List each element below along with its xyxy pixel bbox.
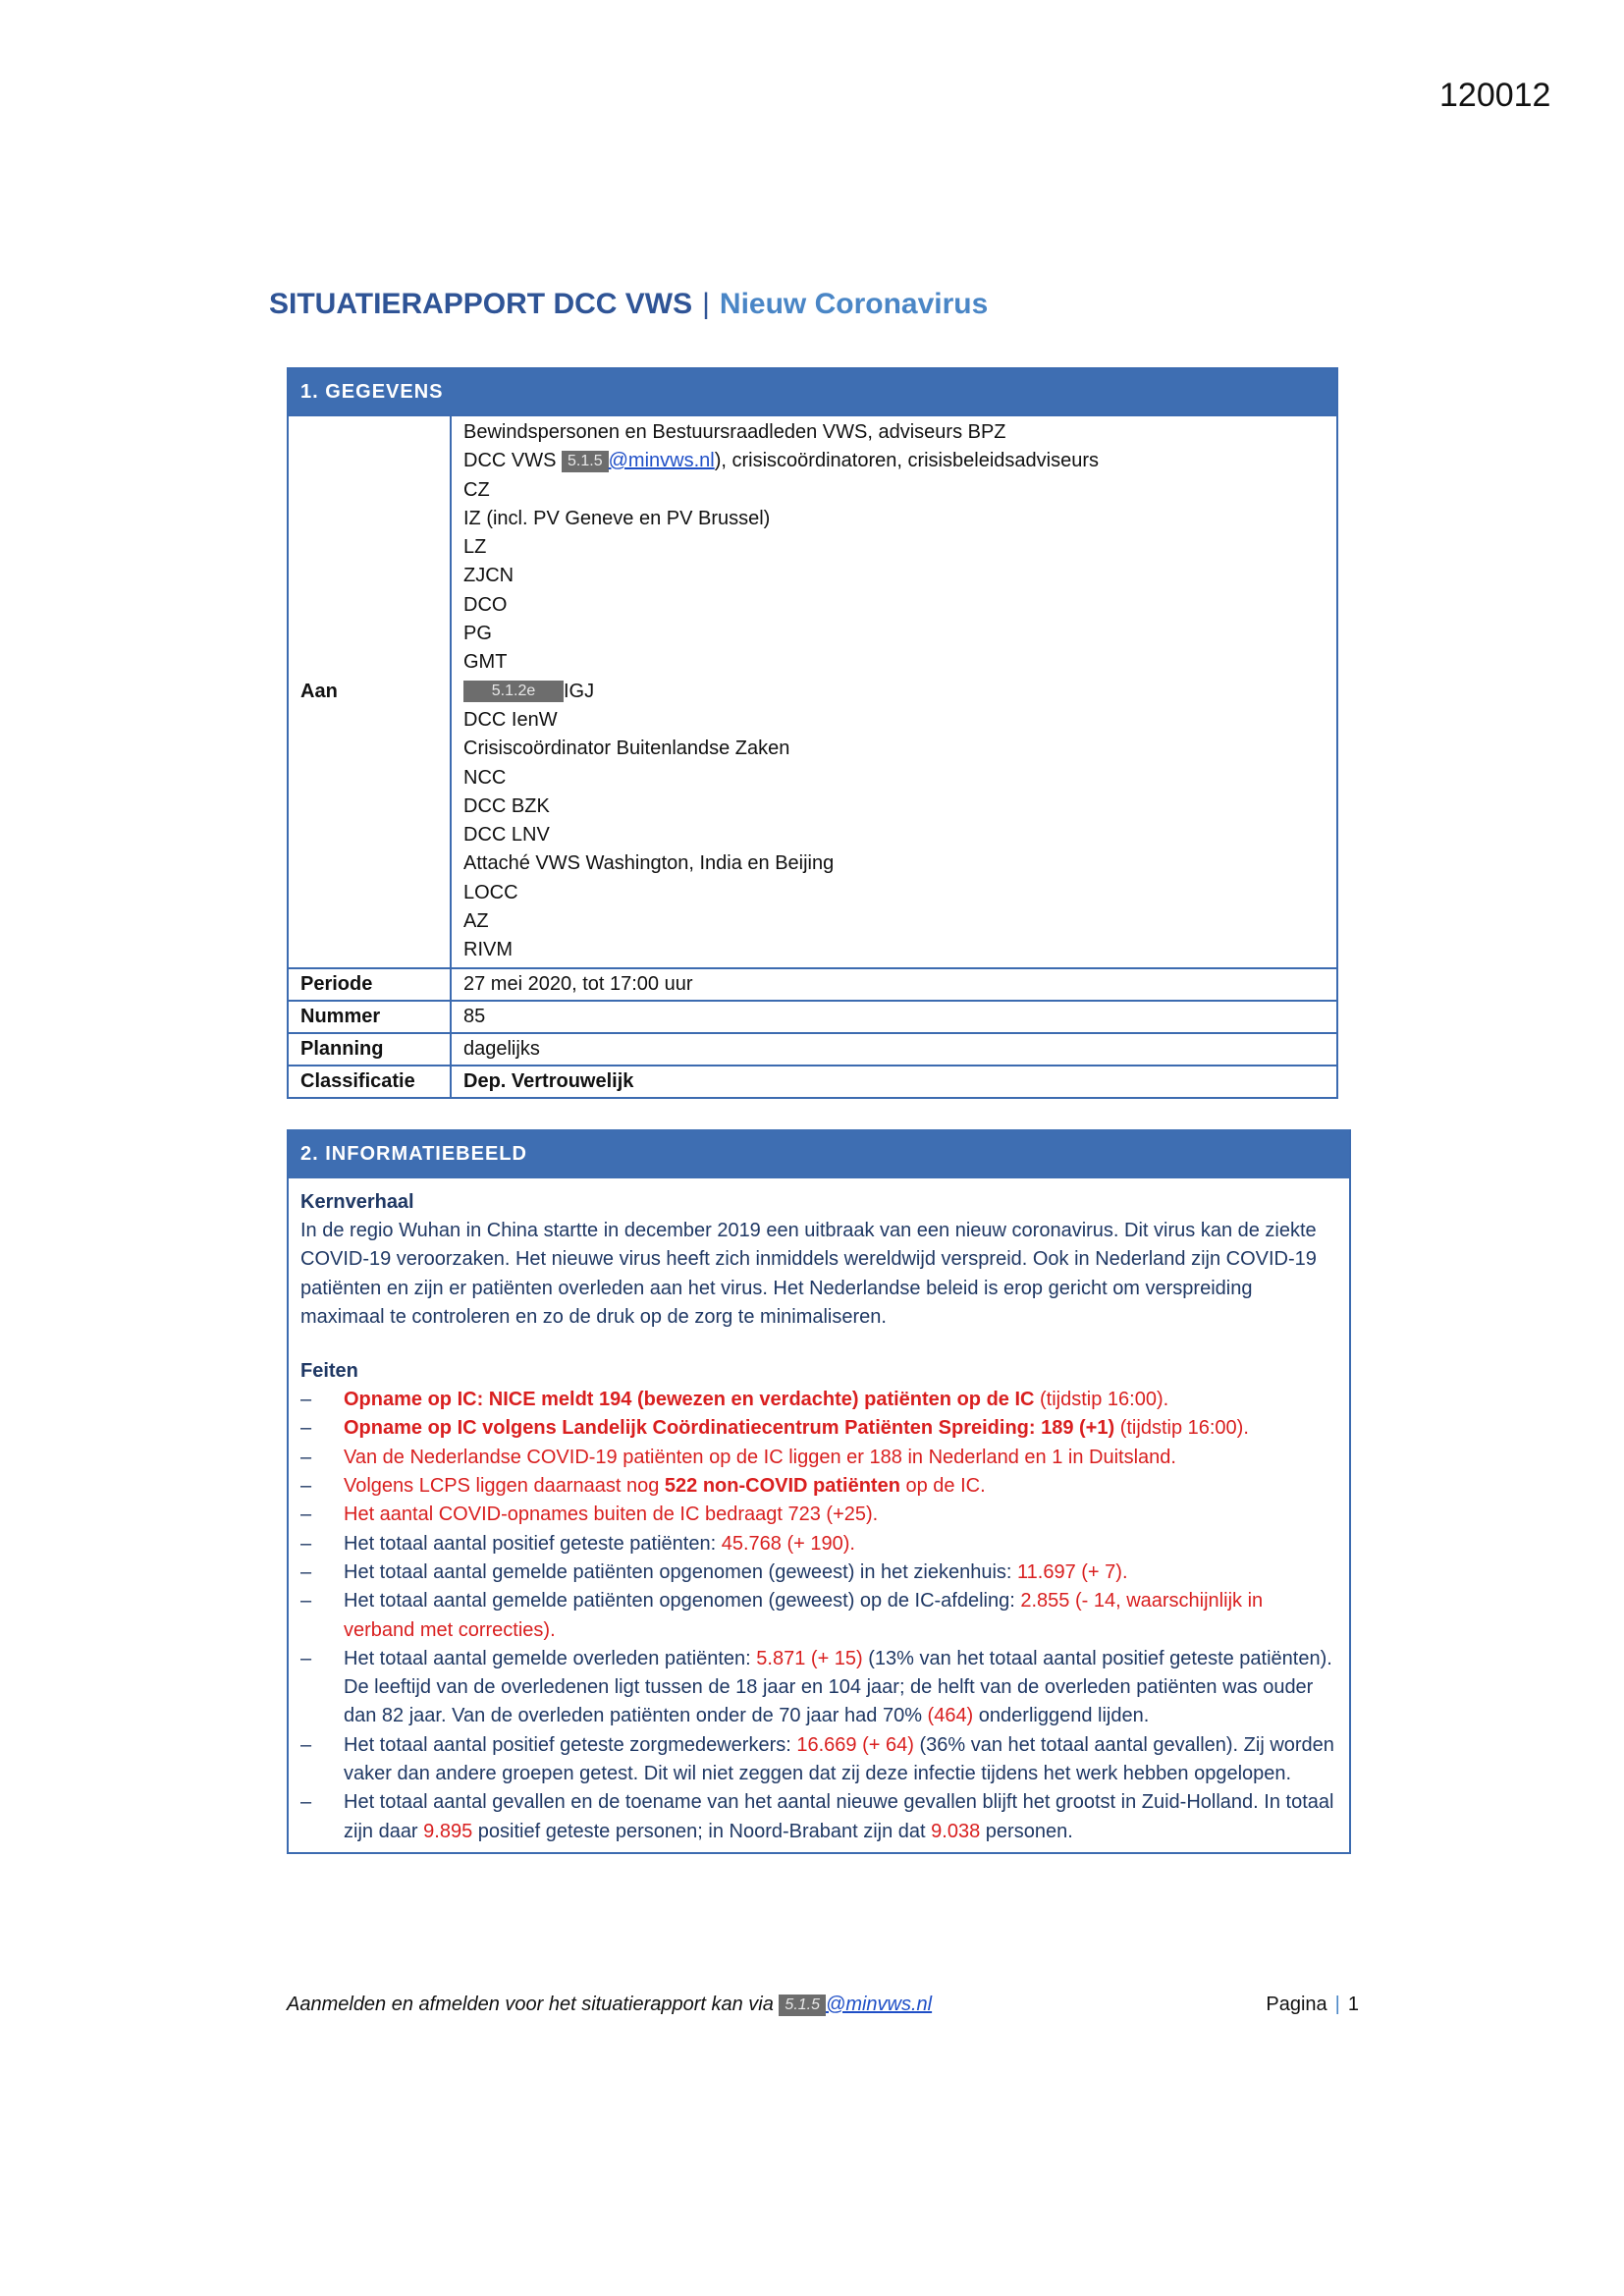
- dcc-prefix: DCC VWS: [463, 450, 557, 472]
- classificatie-value: Dep. Vertrouwelijk: [451, 1066, 1337, 1098]
- footer-email-link[interactable]: @minvws.nl: [826, 1994, 933, 2015]
- aan-item: GMT: [463, 651, 508, 674]
- fact-text: Opname op IC: NICE meldt 194 (bewezen en verdachte) patiënten op de IC: [344, 1389, 1035, 1411]
- aan-item: ZJCN: [463, 565, 514, 587]
- fact-item: [300, 1645, 1335, 1731]
- document-number: 120012: [1439, 77, 1551, 114]
- aan-item: IZ (incl. PV Geneve en PV Brussel): [463, 507, 771, 529]
- kernverhaal-heading: Kernverhaal: [300, 1191, 414, 1213]
- footer-note: [287, 1994, 932, 2016]
- fact-item: [300, 1472, 1335, 1501]
- fact-item: [300, 1788, 1335, 1846]
- page-number-value: 1: [1347, 1994, 1359, 2015]
- footer-note-text: Aanmelden en afmelden voor het situatierapport kan via: [287, 1994, 780, 2015]
- page-label: Pagina: [1266, 1994, 1327, 2015]
- fact-text: (tijdstip 16:00).: [1034, 1389, 1169, 1411]
- fact-text: Het totaal aantal gemelde overleden patiënten:: [344, 1647, 757, 1669]
- title-separator: |: [702, 288, 710, 320]
- fact-text: Het totaal aantal positief geteste patiënten:: [344, 1532, 722, 1555]
- dash-bullet: –: [300, 1791, 312, 1814]
- section2-heading: 2. INFORMATIEBEELD: [289, 1129, 1349, 1178]
- dash-bullet: –: [300, 1417, 312, 1440]
- dash-bullet: –: [300, 1733, 312, 1756]
- fact-value: (464): [927, 1705, 974, 1727]
- informatiebeeld-section: [287, 1129, 1351, 1854]
- aan-item: LOCC: [463, 881, 518, 903]
- redaction-box: 5.1.5: [562, 451, 609, 472]
- fact-item: [300, 1530, 1335, 1558]
- aan-item: Attaché VWS Washington, India en Beijing: [463, 852, 835, 875]
- fact-text: onderliggend lijden.: [973, 1705, 1150, 1727]
- page-separator: |: [1334, 1994, 1340, 2015]
- fact-value: 16.669 (+ 64): [796, 1733, 914, 1756]
- aan-item-igj: [463, 678, 1325, 706]
- fact-text: (36% van het totaal aantal gevallen). Zij worden vaker dan andere groepen getest. Dit wil niet zeggen dat zij deze infectie tijdens het werk hebben opgelopen.: [344, 1733, 1334, 1785]
- aan-item: Crisiscoördinator Buitenlandse Zaken: [463, 738, 790, 760]
- fact-text: personen.: [980, 1820, 1073, 1842]
- fact-text: Het totaal aantal gevallen en de toename van het aantal nieuwe gevallen blijft het grootst in Zuid-Holland. In totaal zijn daar: [344, 1791, 1334, 1842]
- classificatie-label: Classificatie: [288, 1066, 451, 1098]
- fact-value: 9.895: [423, 1820, 473, 1842]
- aan-item-dcc-vws: [463, 447, 1325, 475]
- igj-suffix: IGJ: [564, 680, 595, 702]
- feiten-heading: Feiten: [300, 1360, 358, 1383]
- dash-bullet: –: [300, 1647, 312, 1669]
- fact-item: [300, 1414, 1335, 1443]
- fact-text: Van de Nederlandse COVID-19 patiënten op de IC liggen er 188 in Nederland en 1 in Duitsland.: [344, 1446, 1176, 1468]
- fact-value: 5.871 (+ 15): [756, 1647, 863, 1669]
- fact-text: Opname op IC volgens Landelijk Coördinatiecentrum Patiënten Spreiding: 189 (+1): [344, 1417, 1115, 1440]
- planning-label: Planning: [288, 1033, 451, 1066]
- aan-item: DCO: [463, 593, 508, 616]
- dash-bullet: –: [300, 1590, 312, 1613]
- kernverhaal-text: In de regio Wuhan in China startte in december 2019 een uitbraak van een nieuw coronavirus. Dit virus kan de ziekte COVID-19 veroorzaken. Het nieuwe virus heeft zich inmiddels wereldwijd verspreid. Ook in Nederland zijn COVID-19 patiënten en zijn er patiënten overleden aan het virus. Het Nederlandse beleid is erop gericht om verspreiding maximaal te controleren en zo de druk op de zorg te minimaliseren.: [300, 1220, 1317, 1328]
- aan-item: LZ: [463, 536, 487, 559]
- aan-item: NCC: [463, 766, 507, 789]
- dash-bullet: –: [300, 1503, 312, 1526]
- dash-bullet: –: [300, 1446, 312, 1468]
- redaction-box: 5.1.5: [779, 1995, 826, 2016]
- fact-item: [300, 1444, 1335, 1472]
- dash-bullet: –: [300, 1389, 312, 1411]
- fact-text: (tijdstip 16:00).: [1114, 1417, 1249, 1440]
- dash-bullet: –: [300, 1475, 312, 1498]
- aan-item: PG: [463, 623, 492, 645]
- periode-value: 27 mei 2020, tot 17:00 uur: [451, 968, 1337, 1001]
- aan-item: DCC IenW: [463, 708, 558, 731]
- fact-text: Het totaal aantal gemelde patiënten opgenomen (geweest) in het ziekenhuis:: [344, 1560, 1018, 1583]
- fact-text: (13% van het totaal aantal positief geteste patiënten). De leeftijd van de overledenen ligt tussen de 18 jaar en 104 jaar; de helft van de overleden patiënten was ouder dan 82 jaar. Van de overleden patiënten onder de 70 jaar had 70%: [344, 1647, 1332, 1727]
- redaction-box: 5.1.2e: [463, 681, 564, 702]
- aan-item: CZ: [463, 478, 490, 501]
- fact-text: Het totaal aantal positief geteste zorgmedewerkers:: [344, 1733, 797, 1756]
- planning-value: dagelijks: [451, 1033, 1337, 1066]
- dash-bullet: –: [300, 1560, 312, 1583]
- aan-item: Bewindspersonen en Bestuursraadleden VWS, adviseurs BPZ: [463, 421, 1006, 443]
- fact-item: [300, 1386, 1335, 1414]
- fact-item: [300, 1501, 1335, 1529]
- fact-item: [300, 1587, 1335, 1645]
- fact-item: [300, 1731, 1335, 1789]
- email-link[interactable]: @minvws.nl: [608, 450, 715, 472]
- fact-text: 522 non-COVID patiënten: [664, 1475, 900, 1498]
- periode-label: Periode: [288, 968, 451, 1001]
- page-footer: [287, 1994, 1359, 2016]
- aan-label: Aan: [288, 415, 451, 968]
- section1-heading: 1. GEGEVENS: [288, 368, 1337, 415]
- aan-item: DCC LNV: [463, 824, 550, 847]
- fact-value: 2.855 (- 14, waarschijnlijk in verband met correcties).: [344, 1590, 1264, 1641]
- nummer-value: 85: [451, 1001, 1337, 1033]
- fact-value: 11.697 (+ 7).: [1017, 1560, 1128, 1583]
- fact-item: [300, 1558, 1335, 1587]
- page-title: [269, 288, 988, 321]
- nummer-label: Nummer: [288, 1001, 451, 1033]
- title-main: SITUATIERAPPORT DCC VWS: [269, 288, 693, 320]
- fact-text: op de IC.: [899, 1475, 986, 1498]
- aan-list: [451, 415, 1337, 968]
- dcc-suffix: ), crisiscoördinatoren, crisisbeleidsadviseurs: [714, 450, 1099, 472]
- fact-text: positief geteste personen; in Noord-Brabant zijn dat: [472, 1820, 932, 1842]
- fact-value: 45.768 (+ 190).: [721, 1532, 855, 1555]
- fact-text: Volgens LCPS liggen daarnaast nog: [344, 1475, 665, 1498]
- title-sub: Nieuw Coronavirus: [719, 288, 989, 320]
- facts-list: [300, 1386, 1335, 1846]
- aan-item: DCC BZK: [463, 794, 550, 817]
- page-number: [1266, 1994, 1359, 2016]
- gegevens-table: [287, 367, 1338, 1099]
- dash-bullet: –: [300, 1532, 312, 1555]
- fact-text: Het totaal aantal gemelde patiënten opgenomen (geweest) op de IC-afdeling:: [344, 1590, 1021, 1613]
- fact-text: Het aantal COVID-opnames buiten de IC bedraagt 723 (+25).: [344, 1503, 879, 1526]
- fact-value: 9.038: [931, 1820, 981, 1842]
- aan-item: RIVM: [463, 939, 513, 961]
- aan-item: AZ: [463, 910, 489, 933]
